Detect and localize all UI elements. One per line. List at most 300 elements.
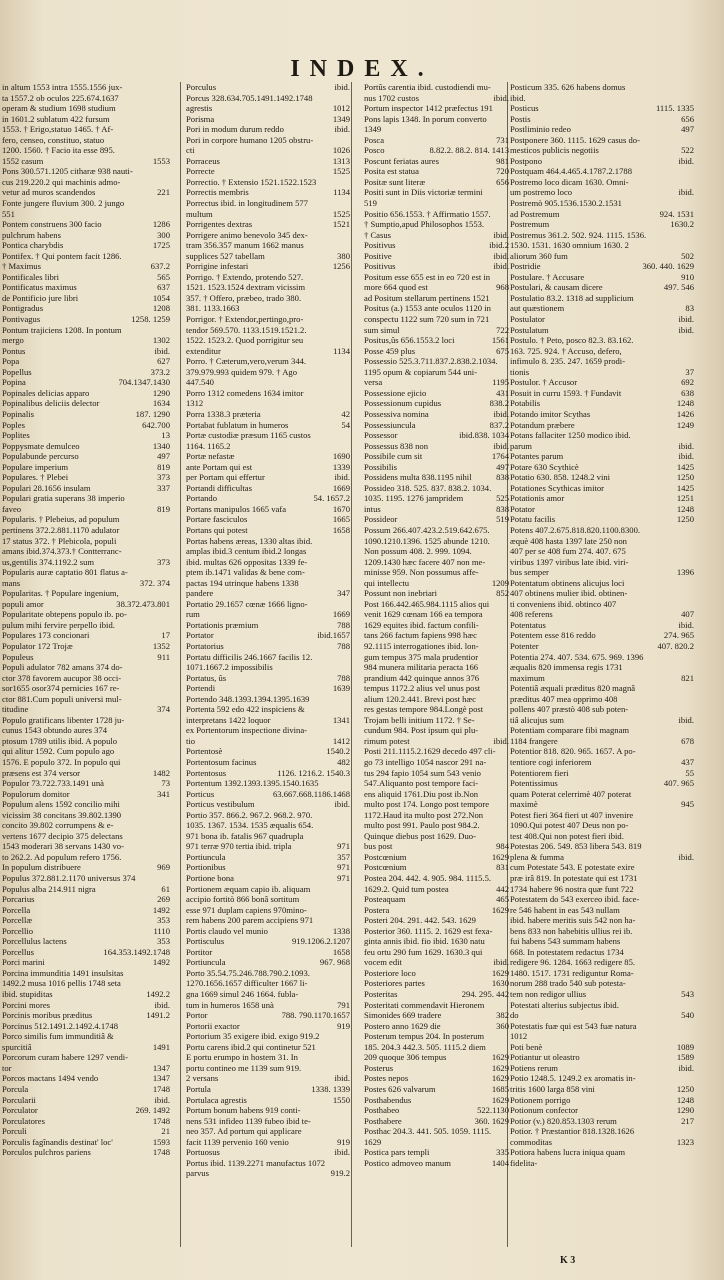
index-entry-ref: 1525 [332,208,350,219]
index-entry-ref: 1352 [152,640,170,651]
index-entry-term: Porrigine infestari [186,261,249,272]
index-entry [2,915,170,926]
index-entry-ref: 1669 [332,609,350,620]
index-entry [510,536,694,547]
index-entry-ref: 374 [157,704,170,715]
index-entry-ref: 1209 [491,577,509,588]
index-column-3 [364,82,509,1252]
index-entry-ref: 788. 790.1170.1657 [281,1010,350,1021]
index-entry [364,746,509,757]
index-entry-ref: 63.667.668.1186.1468 [272,788,350,799]
index-entry [364,1042,509,1053]
index-entry [510,915,694,926]
index-entry [510,578,694,589]
index-entry-ref: ibid. [678,155,694,166]
index-entry [2,789,170,800]
index-entry-term: Posteaquam [364,894,406,905]
index-entry-term: præditus 407 mea opprimo 408 [510,693,618,704]
index-entry-ref: 353 [157,936,170,947]
index-entry-ref: 1629 [491,904,509,915]
index-entry [2,441,170,452]
index-entry-term: Porcina immunditia 1491 insulsitas [2,967,124,978]
index-entry-term: vertens 1677 decipio 375 delectans [2,830,123,841]
index-entry-term: plena & fumma [510,851,564,862]
index-entry-term: Potestas 206. 549. 853 libera 543. 819 [510,841,642,852]
index-entry-term: Popinales delicias apparo [2,387,90,398]
index-entry-term: Portentosè [186,746,223,757]
index-entry-term: Possessor [364,430,398,441]
index-entry [2,82,170,93]
index-entry [364,736,509,747]
index-entry-term: extenditur [186,345,221,356]
index-entry-ref: 838 [496,472,509,483]
index-entry-term: Positus,ûs 656.1553.2 loci [364,335,455,346]
index-entry [364,251,509,262]
index-entry [2,303,170,314]
index-entry [510,314,694,325]
index-entry-term: Potatu facilis [510,514,556,525]
index-entry-ref: 788 [337,619,350,630]
index-entry [186,272,350,283]
index-entry-term: um postremo loco [510,187,573,198]
index-entry-ref: 1540.2 [326,746,350,757]
index-entry-ref: 838.2 [489,398,509,409]
index-entry [186,683,350,694]
index-entry-ref: 407. 965 [663,778,694,789]
index-entry [364,377,509,388]
index-entry-term: spurcitiâ [2,1041,32,1052]
index-entry-term: Postulo. † Peto, posco 82.3. 83.162. [510,335,634,346]
index-entry-term: mans [2,577,21,588]
index-entry-term: interpretans 1422 loquor [186,714,271,725]
index-entry [364,1021,509,1032]
index-entry-term: Porculos pulchros pariens [2,1147,91,1158]
index-entry-ref: 38.372.473.801 [116,598,170,609]
index-entry [2,873,170,884]
index-entry [510,166,694,177]
index-entry-term: ante Portam qui est [186,461,253,472]
index-entry-term: Potentatus [510,619,546,630]
index-entry-term: esse 971 duplam capiens 970mino- [186,904,307,915]
index-entry-term: Postulatio 83.2. 1318 ad supplicium [510,292,634,303]
index-entry-ref: 1313 [332,155,350,166]
index-entry [364,388,509,399]
index-entry [510,93,694,104]
index-entry-term: Populor 73.722.733.1491 unà [2,778,104,789]
index-entry-term: Poscunt feriatas aures [364,155,439,166]
index-entry-term: 1090.1210.1396. 1525 abunde 1210. [364,535,490,546]
index-entry-ref: 407. 820.2 [657,640,694,651]
index-entry-ref: 637.2 [150,261,170,272]
index-entry [364,314,509,325]
index-entry-term: cundum 984. Post ipsum qui plu- [364,725,479,736]
index-entry [186,947,350,958]
index-entry-term: Potentem esse 816 reddo [510,630,596,641]
index-entry-term: 1629 [364,1136,382,1147]
index-entry-term: tram 356.357 manum 1662 manus [186,240,304,251]
index-entry [510,746,694,757]
index-entry-ref: 819 [157,503,170,514]
index-entry-term: in 1601.2 sublatum 422 fursum [2,113,110,124]
index-entry [2,493,170,504]
index-entry [510,1105,694,1116]
index-entry [186,504,350,515]
index-entry-ref: 1630.2 [670,219,694,230]
index-entry [2,673,170,684]
index-entry [2,1116,170,1127]
index-entry-term: concito 39.802 corrumpens & e- [2,820,114,831]
index-entry-term: Porculator [2,1105,38,1116]
index-entry-term: 407 per se 408 fum 274. 407. 675 [510,546,626,557]
index-entry [2,103,170,114]
index-entry [510,293,694,304]
index-entry [186,620,350,631]
index-entry-term: Populabunde percurso [2,451,79,462]
index-entry-term: Porcorum curam habere 1297 vendi- [2,1052,128,1063]
index-entry [364,209,509,220]
index-entry-ref: 269. 1492 [135,1105,170,1116]
index-entry-ref: 924. 1531 [659,208,694,219]
index-entry-term: rum [186,609,200,620]
index-entry [510,430,694,441]
index-entry-ref: 1553 [152,155,170,166]
index-entry [364,673,509,684]
index-entry [364,905,509,916]
index-entry-term: Potest fieri 364 fieri ut 407 invenire [510,809,634,820]
index-entry-term: Porcarius [2,894,35,905]
index-entry [364,567,509,578]
index-entry [2,198,170,209]
index-entry-term: 1543 moderari 38 servans 1430 vo- [2,841,124,852]
index-entry-term: Potabilis [510,398,541,409]
index-entry-term: Postis [510,113,531,124]
index-entry [510,493,694,504]
page-header [0,56,724,80]
index-entry-term: Portûs carentia ibid. custodiendi mu- [364,82,491,92]
index-entry [364,219,509,230]
index-entry [364,1073,509,1084]
index-entry [510,557,694,568]
index-entry [2,514,170,525]
index-entry-ref: 1425 [676,461,694,472]
index-entry [510,1084,694,1095]
index-entry [186,314,350,325]
index-entry-term: ad Positum stellarum pertinens 1521 [364,292,490,303]
index-entry [186,831,350,842]
index-entry-ref: 1248 [676,1094,694,1105]
index-entry-term: Popellus [2,366,32,377]
index-entry [364,841,509,852]
index-entry-ref: 8.82.2. 88.2. 814. 1413 [429,145,509,156]
index-entry-ref: ibid. [678,619,694,630]
index-entry-ref: 1629 [491,1052,509,1063]
index-entry [2,261,170,272]
index-entry-term: 1270.1656.1657 difficulter 1667 li- [186,978,308,989]
index-entry [364,810,509,821]
index-entry [364,620,509,631]
index-entry-ref: 357 [337,851,350,862]
index-entry-ref: 788 [337,640,350,651]
index-entry-ref: 1347 [152,1062,170,1073]
index-entry [364,1105,509,1116]
index-entry [186,472,350,483]
index-entry [186,557,350,568]
index-entry-term: Postridie [510,261,541,272]
index-entry [2,725,170,736]
index-entry-term: 185. 204.3 442.3. 505. 1115.2 diem [364,1041,486,1052]
index-entry-term: † Maximus [2,261,41,272]
index-entry-term: Populum alens 1592 concilio mihi [2,799,120,810]
index-entry-ref: 61 [161,883,170,894]
index-entry-ref: ibid. [493,440,509,451]
index-entry [2,398,170,409]
index-entry-term: tum in humeros 1658 unà [186,999,274,1010]
index-entry [186,430,350,441]
index-entry [2,841,170,852]
index-entry [510,662,694,673]
index-entry [510,504,694,515]
index-entry-term: 1734 habere 96 nostra quæ funt 722 [510,883,634,894]
index-entry-term: Porcella [2,904,31,915]
index-entry [186,261,350,272]
index-entry-ref: 1593 [152,1136,170,1147]
index-entry [2,1021,170,1032]
index-entry-term: Postes 626 valvarum [364,1083,436,1094]
index-entry-term: supplices 527 tabellam [186,250,265,261]
index-entry-term: Porrectis membris [186,187,249,198]
index-entry-term: 668. In potestatem redactus 1734 [510,946,624,957]
index-entry-ref: 971 [337,841,350,852]
index-entry [510,841,694,852]
index-entry [364,156,509,167]
index-entry [2,346,170,357]
index-entry-term: tritis 1600 larga 858 vini [510,1083,595,1094]
index-entry-ref: 1492 [152,957,170,968]
index-entry-ref: 300 [157,229,170,240]
index-entry [2,1063,170,1074]
index-entry-term: Populorum domitor [2,788,70,799]
index-entry [186,1095,350,1106]
index-entry-ref: 731 [496,134,509,145]
index-entry-term: Popa [2,356,20,367]
index-entry-term: Potentior 818. 820. 965. 1657. A po- [510,746,636,757]
index-entry-term: Populares. † Plebei [2,472,69,483]
index-entry-term: Portiuncula [186,851,226,862]
index-entry [2,156,170,167]
index-entry-term: conspectu 1122 sum 720 sum in 721 [364,314,490,325]
index-entry-term: Porrecte [186,166,215,177]
index-entry [2,578,170,589]
index-entry-term: commoditas [510,1136,553,1147]
index-entry-ref: 1658 [332,524,350,535]
index-entry-term: Porculi [2,1126,27,1137]
index-entry-ref: 347 [337,588,350,599]
index-entry-ref: ibid. [154,999,170,1010]
index-entry [2,683,170,694]
index-entry-term: Quinque diebus post 1629. Duo- [364,830,476,841]
index-entry-ref: 1115. 1335 [655,103,694,114]
index-entry-ref: 967. 968 [319,957,350,968]
index-entry [2,1105,170,1116]
index-entry-ref: 971 [337,873,350,884]
index-entry [364,1137,509,1148]
index-entry [186,135,350,146]
index-entry [364,230,509,241]
index-entry [2,936,170,947]
index-entry [186,1158,350,1169]
index-entry [186,303,350,314]
index-entry-term: Posteritas [364,989,398,1000]
index-entry-ref: ibid. [334,1073,350,1084]
index-entry-term: Porcularii [2,1094,36,1105]
index-entry [510,567,694,578]
index-entry [510,588,694,599]
index-entry [510,156,694,167]
index-entry [364,409,509,420]
index-entry [186,768,350,779]
index-entry [510,1116,694,1127]
index-entry [364,1031,509,1042]
index-entry-ref: ibid. [154,345,170,356]
index-entry-term: 1522. 1523.2. Quod porrigitur seu [186,335,304,346]
index-entry-term: Potentiâ æquali præditus 820 magnâ [510,683,636,694]
index-entry [186,989,350,1000]
index-entry-term: titudine [2,704,29,715]
index-entry [510,947,694,958]
index-entry-ref: ibid. [334,799,350,810]
index-entry-term: Portione bona [186,873,234,884]
index-entry-term: ibid. habere meritis suis 542 non ha- [510,915,636,926]
index-entry [364,367,509,378]
index-entry-term: Portendo 348.1393.1394.1395.1639 [186,693,310,704]
index-entry [2,1000,170,1011]
index-entry [2,652,170,663]
index-entry [186,609,350,620]
index-entry-term: 1200. 1560. † Facio ita esse 895. [2,145,115,156]
index-entry-term: 547.Aliquanto post tempore faci- [364,778,479,789]
index-entry-term: Populo gratificans libenter 1728 ju- [2,714,125,725]
index-entry-ref: 83 [685,303,694,314]
index-entry-term: Portans qui potest [186,524,248,535]
index-entry-term: Popularis auræ captatio 801 flatus a- [2,567,128,578]
index-entry [364,356,509,367]
index-entry [186,441,350,452]
index-entry [364,873,509,884]
index-entry-term: Pons lapis 1348. In porum converto [364,113,487,124]
index-entry-ref: ibid. [334,82,350,92]
index-entry-term: ens aliquid 1761.Diu post ib.Non [364,788,479,799]
index-entry-term: 971 terræ 970 tertia ibid. tripla [186,841,292,852]
index-entry [186,388,350,399]
index-entry-ref: ibid. [154,1094,170,1105]
index-entry-ref: 502 [681,250,694,261]
index-entry [364,641,509,652]
index-entry [364,609,509,620]
index-entry [2,409,170,420]
index-entry [364,82,509,93]
index-entry-term: agrestis [186,103,213,114]
index-entry-ref: 1550 [332,1094,350,1105]
index-entry [510,398,694,409]
index-entry-ref: ibid. [493,261,509,272]
index-entry [364,303,509,314]
index-entry [510,715,694,726]
index-entry-term: 1553. † Erigo,statuo 1465. † Af- [2,124,114,135]
index-entry-ref: 910 [681,271,694,282]
index-entry-term: In populum distribuere [2,862,81,873]
index-entry [510,1063,694,1074]
index-entry-ref: 852 [496,588,509,599]
index-entry-term: ctor 881.Cum populi universi mul- [2,693,122,704]
index-entry [186,1084,350,1095]
index-entry-term: Pontificatus maximus [2,282,77,293]
index-entry [186,894,350,905]
index-entry [510,272,694,283]
index-entry [364,325,509,336]
index-entry [2,1084,170,1095]
index-entry-term: Positus (a.) 1553 ante oculos 1120 in [364,303,491,314]
index-entry [364,862,509,873]
index-entry-term: Poppysmate demulceo [2,440,80,451]
index-entry [510,852,694,863]
index-entry-ref: 1208 [152,303,170,314]
index-entry-ref: 1290 [676,1105,694,1116]
index-entry [510,873,694,884]
index-entry [510,673,694,684]
index-entry-term: æquè 408 hasta 1397 late 250 non [510,535,627,546]
index-entry-term: pollens 407 præstò 408 sub poten- [510,704,629,715]
index-entry [364,557,509,568]
index-entry [364,936,509,947]
index-entry-term: Potiora habens lucra iniqua quam [510,1147,626,1158]
index-entry-term: feu ortu 290 fum 1629. 1630.3 qui [364,946,483,957]
index-entry [186,957,350,968]
index-entry-ref: 54. 1657.2 [313,493,350,504]
index-entry-term: Possunt non inebriari [364,588,438,599]
index-entry-term: Postpono [510,155,542,166]
index-entry-term: Porcini mores [2,999,50,1010]
index-entry-term: Postica pars templi [364,1147,430,1158]
index-entry-term: Trojam belli initium 1172. † Se- [364,714,475,725]
index-entry [510,620,694,631]
index-entry-ref: 1690 [332,451,350,462]
index-entry-term: præsens est 374 versor [2,767,81,778]
index-entry-ref: 788 [337,672,350,683]
index-entry-term: Potationis amor [510,493,565,504]
index-entry-ref: 1054 [152,292,170,303]
index-entry [2,768,170,779]
index-entry [2,1042,170,1053]
index-entry [2,145,170,156]
index-entry-term: re 546 habent in eas 543 nullam [510,904,620,915]
index-entry-ref: 637 [157,282,170,293]
index-entry-term: Possessionum cupidus [364,398,442,409]
index-entry-term: Porrigentes dextras [186,219,253,230]
index-entry-term: Portando [186,493,218,504]
index-entry-ref: 431 [496,387,509,398]
index-entry [364,852,509,863]
index-entry-term: qui intellectu [364,577,410,588]
index-entry-term: Fonte jungere fluvium 300. 2 jungo [2,198,125,209]
index-entry-ref: ibid. [678,324,694,335]
index-entry [2,187,170,198]
index-entry [510,1158,694,1169]
index-entry-ref: 1634 [152,398,170,409]
index-entry-ref: 971 [337,862,350,873]
index-entry-term: Possessio 525.3.711.837.2.838.2.1034. [364,356,498,367]
index-entry-term: Portum bonum habens 919 conti- [186,1105,301,1116]
index-entry-ref: 1134 [333,187,350,198]
